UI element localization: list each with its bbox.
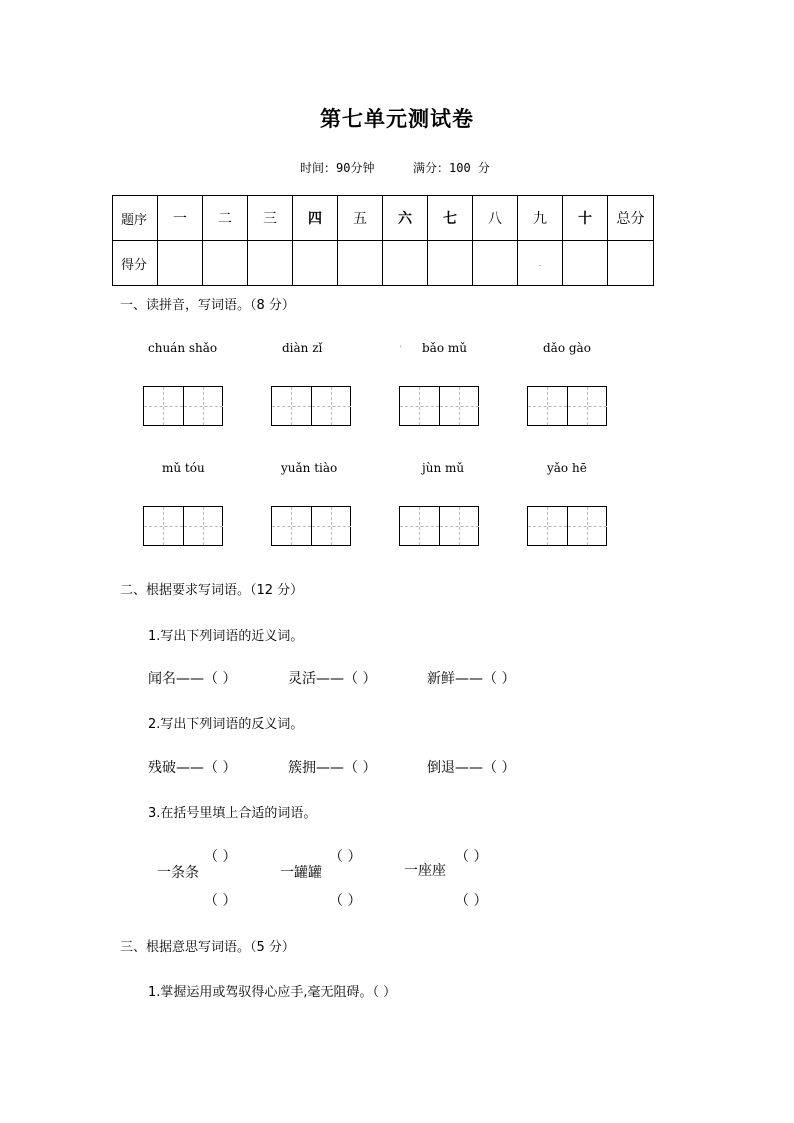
section-2-heading: 二、根据要求写词语。（12 分） (120, 583, 304, 598)
blank-paren[interactable]: （ ） (204, 893, 237, 909)
header-cell: 一 (158, 196, 203, 241)
writing-grid[interactable] (271, 506, 351, 546)
score-table-header-row (113, 196, 654, 241)
antonym-item[interactable]: 簇拥——（ ） (288, 760, 377, 776)
header-cell: 四 (293, 196, 338, 241)
blank-paren[interactable]: （ ） (329, 849, 362, 865)
pinyin-8: yǎo hē (547, 461, 587, 475)
score-cell[interactable] (383, 241, 428, 286)
header-cell: 九 (518, 196, 563, 241)
question-2-2: 2.写出下列词语的反义词。 (148, 717, 304, 732)
header-cell: 二 (203, 196, 248, 241)
score-cell[interactable] (608, 241, 654, 286)
score-cell[interactable] (563, 241, 608, 286)
header-cell: 八 (473, 196, 518, 241)
score-label-cell: 得分 (113, 241, 158, 286)
score-cell[interactable] (158, 241, 203, 286)
pinyin-5: mǔ tóu (162, 461, 205, 475)
synonym-item[interactable]: 闻名——（ ） (148, 671, 237, 687)
stray-mark: . (538, 258, 542, 268)
measure-word: 一罐罐 (280, 865, 322, 881)
header-cell: 题序 (113, 196, 158, 241)
full-score: 满分：100 分 (413, 161, 490, 175)
pinyin-7: jùn mǔ (422, 461, 465, 475)
question-2-1: 1.写出下列词语的近义词。 (148, 629, 304, 644)
writing-grid[interactable] (527, 386, 607, 426)
writing-grid[interactable] (143, 506, 223, 546)
time-limit: 时间：90分钟 (300, 161, 375, 175)
score-table (112, 195, 654, 286)
header-cell: 总分 (608, 196, 654, 241)
pinyin-1: chuán shǎo (148, 341, 218, 355)
writing-grid[interactable] (143, 386, 223, 426)
question-2-3: 3.在括号里填上合适的词语。 (148, 806, 317, 821)
score-cell[interactable] (338, 241, 383, 286)
writing-grid[interactable] (399, 386, 479, 426)
antonym-item[interactable]: 倒退——（ ） (427, 760, 516, 776)
synonym-item[interactable]: 新鲜——（ ） (427, 671, 516, 687)
writing-grid[interactable] (399, 506, 479, 546)
question-3-1: 1.掌握运用或驾驭得心应手,毫无阻碍。（ ） (148, 985, 397, 1000)
writing-grid[interactable] (527, 506, 607, 546)
blank-paren[interactable]: （ ） (455, 849, 488, 865)
pinyin-2: diàn zǐ (282, 341, 323, 355)
blank-paren[interactable]: （ ） (329, 893, 362, 909)
pinyin-4: dǎo gào (543, 341, 591, 355)
score-cell[interactable] (473, 241, 518, 286)
blank-paren[interactable]: （ ） (204, 849, 237, 865)
measure-word: 一座座 (404, 863, 446, 879)
score-cell[interactable] (203, 241, 248, 286)
stray-dot: . (399, 339, 403, 350)
header-cell: 十 (563, 196, 608, 241)
header-cell: 五 (338, 196, 383, 241)
score-cell[interactable] (248, 241, 293, 286)
page-title: 第七单元测试卷 (320, 107, 474, 131)
measure-word: 一条条 (157, 865, 199, 881)
pinyin-6: yuǎn tiào (281, 461, 338, 475)
score-cell[interactable] (428, 241, 473, 286)
pinyin-3: bǎo mǔ (422, 341, 467, 355)
section-3-heading: 三、根据意思写词语。（5 分） (120, 940, 295, 955)
score-cell[interactable] (518, 241, 563, 286)
header-cell: 七 (428, 196, 473, 241)
antonym-item[interactable]: 残破——（ ） (148, 760, 237, 776)
score-table-score-row (113, 241, 654, 286)
writing-grid[interactable] (271, 386, 351, 426)
synonym-item[interactable]: 灵活——（ ） (288, 671, 377, 687)
blank-paren[interactable]: （ ） (455, 893, 488, 909)
score-cell[interactable] (293, 241, 338, 286)
header-cell: 三 (248, 196, 293, 241)
header-cell: 六 (383, 196, 428, 241)
section-1-heading: 一、读拼音，写词语。（8 分） (120, 298, 295, 313)
